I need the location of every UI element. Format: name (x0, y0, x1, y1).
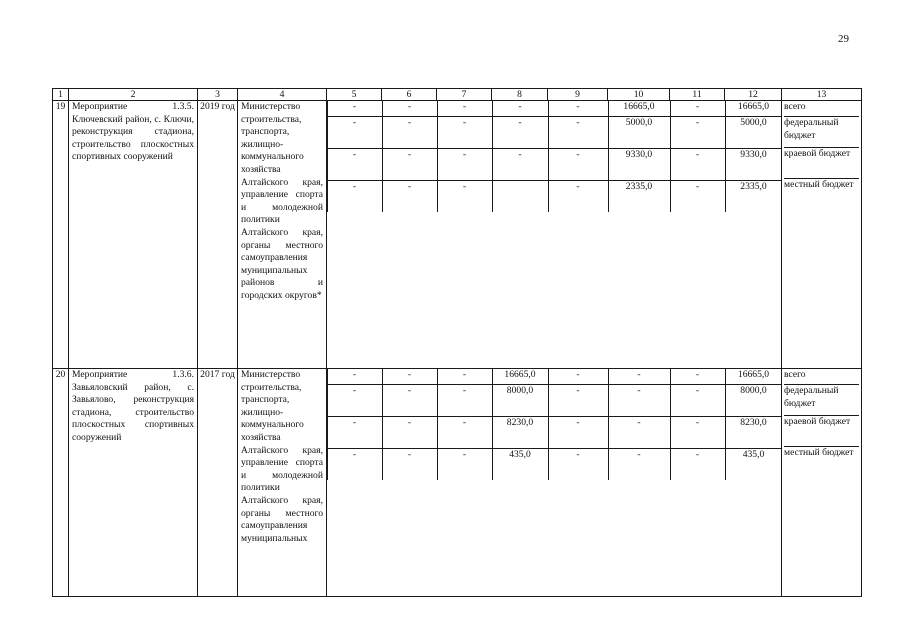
value-c9: - (576, 117, 580, 128)
value-c10: 2335,0 (625, 181, 653, 192)
value-c9: - (576, 101, 580, 112)
header-cell: 2 (69, 89, 198, 101)
value-c5: - (352, 117, 357, 128)
value-c7: - (462, 149, 467, 160)
value-c8: 435,0 (509, 449, 531, 460)
value-c11: - (695, 369, 700, 380)
value-c10: - (637, 385, 641, 396)
value-c10: - (637, 417, 641, 428)
value-c11: - (695, 101, 700, 112)
funding-line (327, 180, 781, 212)
value-c8: 16665,0 (504, 369, 536, 380)
funding-grid (327, 369, 781, 480)
value-c6: - (407, 101, 412, 112)
value-c5: - (352, 101, 357, 112)
value-c6: - (407, 385, 412, 396)
value-c9: - (576, 449, 580, 460)
funding-source: местный бюджет (784, 446, 859, 477)
value-c7: - (462, 101, 467, 112)
funding-source: местный бюджет (784, 178, 859, 209)
value-c11: - (695, 417, 700, 428)
executor-cell: Министерство строительства, транспорта, жилищно-коммунального хозяйства Алтайского края, управление спорта и молодежной политики Алтайского края, органы местного самоуправления муниципальных районов и городских округов* (238, 101, 327, 369)
value-c6: - (407, 449, 412, 460)
value-c10: 16665,0 (623, 101, 655, 112)
value-c11: - (695, 117, 700, 128)
funding-line (327, 148, 781, 180)
value-c8: 8230,0 (506, 417, 534, 428)
funding-line (327, 416, 781, 448)
value-c9: - (576, 149, 580, 160)
header-cell: 1 (53, 89, 69, 101)
page-number: 29 (838, 33, 849, 45)
event-cell: Мероприятие 1.3.6. Завьяловский район, с. Завьялово, реконструкция стадиона, строительство плоскостных спортивных сооружений (69, 369, 198, 597)
value-c11: - (695, 149, 700, 160)
table-row (53, 101, 862, 369)
value-c5: - (352, 369, 357, 380)
value-c12: 5000,0 (740, 117, 767, 128)
funding-line (327, 448, 781, 480)
header-cell: 9 (548, 89, 608, 101)
executor-cell: Министерство строительства, транспорта, жилищно-коммунального хозяйства Алтайского края, управление спорта и молодежной политики Алтайского края, органы местного самоуправления муниципальных (238, 369, 327, 597)
value-c6: - (407, 417, 412, 428)
value-c8: - (518, 117, 522, 128)
value-c12: 8230,0 (740, 417, 767, 428)
header-cell: 13 (782, 89, 862, 101)
funding-source: краевой бюджет (784, 415, 859, 446)
value-c11: - (695, 449, 700, 460)
funding-grid (327, 101, 781, 212)
value-c8: - (518, 101, 522, 112)
header-cell: 6 (382, 89, 437, 101)
funding-line (327, 116, 781, 148)
value-c12: 16665,0 (737, 101, 770, 112)
funding-source: федеральный бюджет (784, 116, 859, 147)
value-c11: - (695, 181, 700, 192)
value-c5: - (352, 449, 357, 460)
value-c12: 435,0 (742, 449, 765, 460)
value-c12: 9330,0 (740, 149, 767, 160)
header-cell: 5 (327, 89, 382, 101)
value-c5: - (352, 181, 357, 192)
funding-source: краевой бюджет (784, 147, 859, 178)
value-c5: - (352, 385, 357, 396)
year-cell: 2019 год (198, 101, 238, 369)
funding-source: всего (784, 101, 806, 112)
value-c9: - (576, 385, 580, 396)
value-c6: - (407, 117, 412, 128)
value-c11: - (695, 385, 700, 396)
row-number: 19 (53, 101, 69, 369)
value-c9: - (576, 417, 580, 428)
table-row (53, 369, 862, 597)
value-c10: 5000,0 (625, 117, 653, 128)
funding-line (327, 369, 781, 384)
header-cell: 10 (608, 89, 670, 101)
header-cell: 8 (492, 89, 548, 101)
value-c12: 2335,0 (740, 181, 767, 192)
funding-source-cell (782, 369, 862, 597)
value-c10: 9330,0 (625, 149, 653, 160)
header-cell: 3 (198, 89, 238, 101)
value-c12: 8000,0 (740, 385, 767, 396)
budget-table (52, 88, 862, 597)
value-c7: - (462, 417, 467, 428)
value-c7: - (462, 181, 467, 192)
value-c5: - (352, 149, 357, 160)
value-c8: 8000,0 (506, 385, 534, 396)
funding-line (327, 384, 781, 416)
funding-source-cell (782, 101, 862, 369)
value-c7: - (462, 369, 467, 380)
header-row (53, 89, 862, 101)
value-c7: - (462, 385, 467, 396)
header-cell: 4 (238, 89, 327, 101)
value-c9: - (576, 181, 580, 192)
value-c10: - (637, 449, 641, 460)
year-cell: 2017 год (198, 369, 238, 597)
row-number: 20 (53, 369, 69, 597)
value-c5: - (352, 417, 357, 428)
funding-source: всего (784, 369, 806, 380)
value-c9: - (576, 369, 580, 380)
header-cell: 7 (437, 89, 492, 101)
funding-line (327, 101, 781, 116)
funding-source: федеральный бюджет (784, 384, 859, 415)
value-c7: - (462, 117, 467, 128)
value-c8: - (518, 149, 522, 160)
funding-values (327, 101, 782, 369)
header-cell: 11 (670, 89, 725, 101)
header-cell: 12 (725, 89, 782, 101)
value-c7: - (462, 449, 467, 460)
value-c6: - (407, 369, 412, 380)
value-c12: 16665,0 (737, 369, 770, 380)
value-c6: - (407, 149, 412, 160)
event-cell: Мероприятие 1.3.5. Ключевский район, с. Ключи, реконструкция стадиона, строительство плоскостных спортивных сооружений (69, 101, 198, 369)
value-c6: - (407, 181, 412, 192)
value-c10: - (637, 369, 641, 380)
funding-values (327, 369, 782, 597)
